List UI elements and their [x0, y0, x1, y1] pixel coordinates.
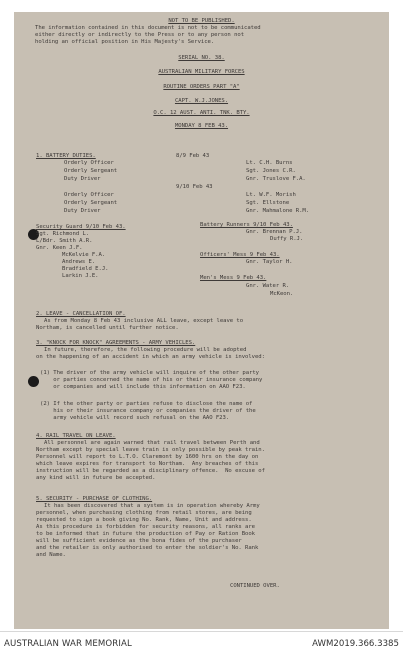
notice-line: The information contained in this document is not to be communicated — [35, 25, 261, 31]
body-line: In future, therefore, the following procedure will be adopted — [44, 347, 247, 353]
body-line: (1) The driver of the army vehicle will inquire of the other party — [40, 370, 259, 376]
restricted-heading: NOT TO BE PUBLISHED. — [168, 18, 235, 24]
body-line: All personnel are again warned that rail travel between Perth and — [44, 440, 260, 446]
officers-mess-title: Officers' Mess 9 Feb 43. — [200, 252, 280, 258]
guard-member: Gnr. Keen J.F. — [36, 245, 83, 251]
order-date: MONDAY 8 FEB 43. — [174, 123, 229, 129]
guard-member: McKelvie F.A. — [62, 252, 106, 258]
body-line: or parties concerned the name of his or their insurance company — [40, 377, 263, 383]
body-line: personnel, when purchasing clothing from retail stores, are being — [36, 510, 252, 516]
guard-member: Sgt. Richmond L. — [36, 231, 90, 237]
guard-member: Andrews E. — [62, 259, 96, 265]
duty-name: Lt. C.H. Burns — [246, 160, 293, 166]
section-title: 3. "KNOCK FOR KNOCK" AGREEMENTS - ARMY VEHICLES. — [36, 340, 196, 346]
body-line: and the retailer is only authorised to enter the soldier's No. Rank — [36, 545, 259, 551]
guard-member: L/Bdr. Smith A.R. — [36, 238, 93, 244]
punch-hole — [28, 376, 39, 387]
officer-name: CAPT. W.J.JONES. — [174, 98, 229, 104]
guard-member: Larkin J.E. — [62, 273, 99, 279]
duty-role: Orderly Officer — [64, 192, 114, 198]
body-line: As this procedure is forbidden for security reasons, all ranks are — [36, 524, 255, 530]
body-line: on the happening of an accident in which an army vehicle is involved: — [36, 354, 265, 360]
body-line: will be sufficient evidence as the bona fides of the purchaser — [36, 538, 242, 544]
body-line: Personnel will report to L.T.O. Claremont by 1600 hrs on the day on — [36, 454, 259, 460]
footer-accession-number: AWM2019.366.3385 — [312, 639, 399, 649]
body-line: instruction will be regarded as a disciplinary offence. No excuse of — [36, 468, 265, 474]
runner-member: Duffy R.J. — [270, 236, 304, 242]
body-line: and Name. — [36, 552, 66, 558]
body-line: army vehicle will record such refusal on the AAO F23. — [40, 415, 230, 421]
continued-over: CONTINUED OVER. — [230, 583, 280, 589]
body-line: which leave expires for transport to Northam. Any breaches of this — [36, 461, 259, 467]
duty-role: Duty Driver — [64, 208, 101, 214]
body-line: or companies and will include this information on AAO F23. — [40, 384, 246, 390]
duty-name: Gnr. Truslove F.A. — [246, 176, 306, 182]
duty-role: Orderly Officer — [64, 160, 114, 166]
body-line: It has been discovered that a system is in operation whereby Army — [44, 503, 260, 509]
mess-member: Gnr. Water R. — [246, 283, 290, 289]
duty-name: Lt. W.F. Morish — [246, 192, 296, 198]
footer-bar — [0, 631, 403, 654]
body-line: requested to sign a book giving No. Rank, Name, Unit and address. — [36, 517, 252, 523]
footer-credit: AUSTRALIAN WAR MEMORIAL — [4, 639, 132, 649]
serial-number: SERIAL NO. 38. — [178, 55, 225, 61]
notice-line: either directly or indirectly to the Press or to any person not — [35, 32, 245, 38]
section-title: 2. LEAVE - CANCELLATION OF. — [36, 311, 126, 317]
duty-role: Duty Driver — [64, 176, 101, 182]
duty-date: 9/10 Feb 43 — [176, 184, 213, 190]
orders-title: ROUTINE ORDERS PART "A" — [163, 84, 240, 90]
body-line: Northam except by special leave train is only possible by peak train. — [36, 447, 265, 453]
body-line: As from Monday 8 Feb 43 inclusive ALL leave, except leave to — [44, 318, 244, 324]
notice-line: holding an official position in His Majesty's Service. — [35, 39, 215, 45]
duty-role: Orderly Sergeant — [64, 200, 118, 206]
unit-name: O.C. 12 AUST. ANTI. TNK. BTY. — [153, 110, 250, 116]
body-line: to be informed that in future the production of Pay or Ration Book — [36, 531, 255, 537]
section-title: 1. BATTERY DUTIES. — [36, 153, 96, 159]
runner-member: Gnr. Brennan P.J. — [246, 229, 303, 235]
duty-date: 8/9 Feb 43 — [176, 153, 210, 159]
guard-member: Bradfield E.J. — [62, 266, 109, 272]
body-line: any kind will in future be accepted. — [36, 475, 156, 481]
section-title: 5. SECURITY - PURCHASE OF CLOTHING. — [36, 496, 153, 502]
duty-name: Sgt. Jones C.R. — [246, 168, 296, 174]
duty-name: Gnr. Mahmalone R.M. — [246, 208, 310, 214]
duty-name: Sgt. Ellstone — [246, 200, 290, 206]
section-title: 4. RAIL TRAVEL ON LEAVE. — [36, 433, 116, 439]
force-name: AUSTRALIAN MILITARY FORCES — [158, 69, 245, 75]
duty-role: Orderly Sergeant — [64, 168, 118, 174]
mens-mess-title: Men's Mess 9 Feb 43. — [200, 275, 267, 281]
mess-member: McKeon. — [270, 291, 294, 297]
mess-member: Gnr. Taylor H. — [246, 259, 293, 265]
runners-title: Battery Runners 9/10 Feb 43. — [200, 222, 293, 228]
guard-title: Security Guard 9/10 Feb 43. — [36, 224, 126, 230]
body-line: (2) If the other party or parties refuse to disclose the name of — [40, 401, 253, 407]
body-line: his or their insurance company or companies the driver of the — [40, 408, 256, 414]
body-line: Northam, is cancelled until further notice. — [36, 325, 179, 331]
